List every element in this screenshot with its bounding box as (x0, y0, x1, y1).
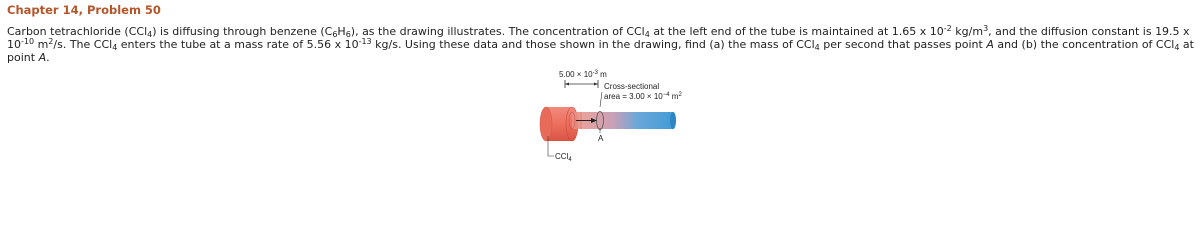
area-label-line2: area = $3.00 \times 10^{-4}$ $m^2$ (604, 92, 682, 101)
area-leader-line (600, 92, 602, 107)
tube-right-end (670, 112, 676, 129)
problem-statement: Carbon tetrachloride (CCl$_4$) is diffusing through benzene $(C_6H_6)$, as the drawing illustrates. The concentration of CCl$_4$ at the left end of the tube is maintained at 1.65 x $10^{-2}$ $kg/m^3$, and the diffusion constant is 19.5 x $10^{-10}$ $m^2/s$. The CCl$_4$ enters the tube at a mass rate of 5.56 x $10^{-13}$ kg/s. Using these data and those shown in the drawing, find (a) the mass of CCl$_4$ per second that passes point A and (b) the concentration of CCl$_4$ at point A. (7, 24, 1194, 64)
reservoir-left-end (540, 107, 552, 141)
length-label: $5.00 \times 10^{-3}$ m (559, 70, 607, 79)
area-label-line1: Cross-sectional (604, 82, 660, 91)
point-a-label: A (598, 134, 604, 143)
diffusion-tube-figure (540, 62, 700, 168)
ccl4-label: CCl$_4$ (555, 152, 572, 163)
problem-title: Chapter 14, Problem 50 (7, 3, 161, 17)
